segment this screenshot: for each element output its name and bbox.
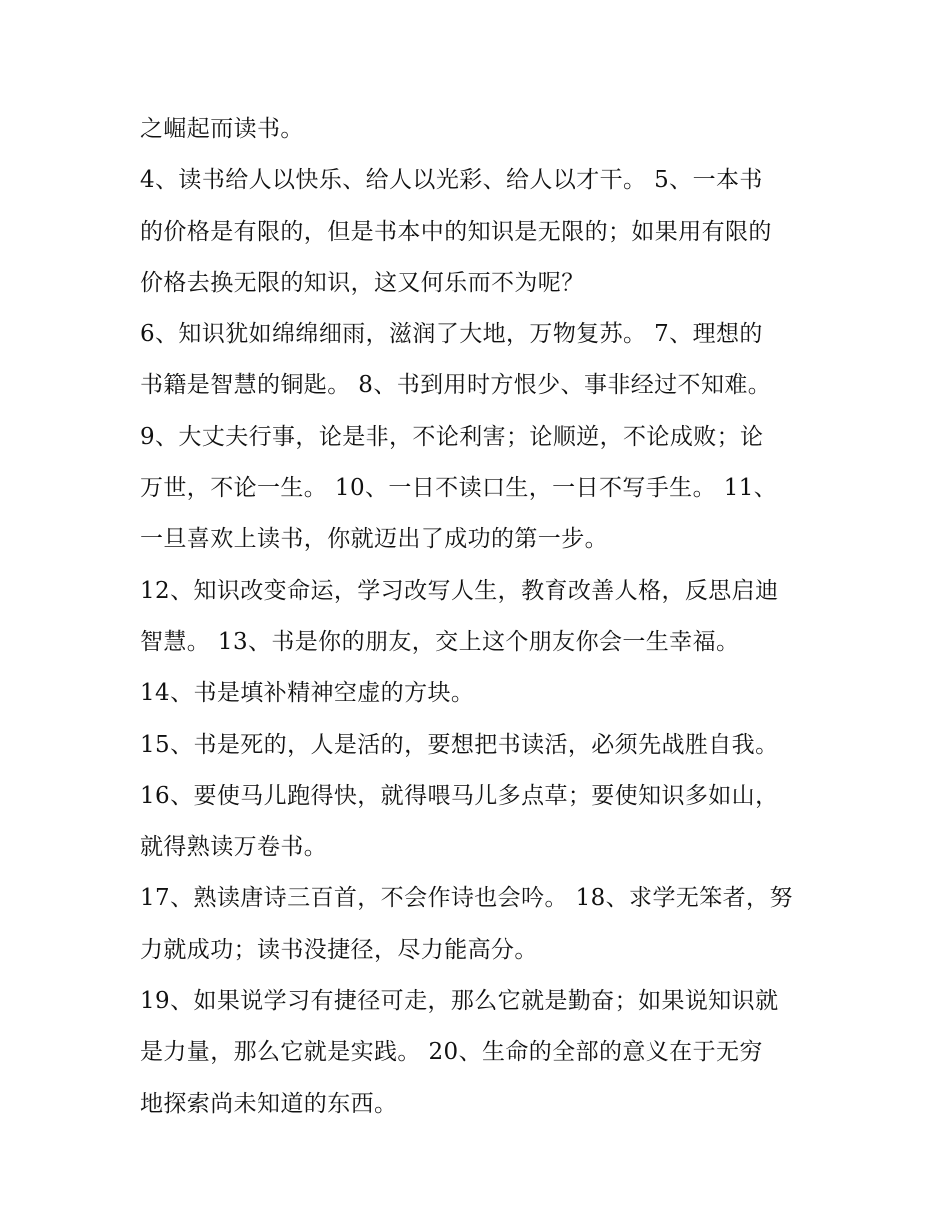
paragraph-1 — [140, 104, 820, 155]
text-line: 地探索尚未知道的东西。 — [140, 1090, 398, 1117]
text-line: 力就成功；读书没捷径，尽力能高分。 — [140, 936, 538, 963]
text-line: 是力量，那么它就是实践。 20、生命的全部的意义在于无穷 — [140, 1039, 763, 1066]
paragraph-9 — [140, 873, 820, 976]
paragraph-10 — [140, 976, 820, 1130]
text-line: 19、如果说学习有捷径可走，那么它就是勤奋；如果说知识就 — [140, 988, 779, 1015]
text-line: 之崛起而读书。 — [140, 116, 304, 142]
text-line: 万世，不论一生。 10、一日不读口生，一日不写手生。 11、 — [140, 475, 778, 502]
paragraph-2 — [140, 155, 820, 309]
text-line: 14、书是填补精神空虚的方块。 — [140, 680, 475, 707]
text-line: 价格去换无限的知识，这又何乐而不为呢？ — [140, 269, 585, 296]
paragraph-4 — [140, 412, 820, 566]
text-line: 的价格是有限的，但是书本中的知识是无限的；如果用有限的 — [140, 218, 772, 245]
text-line: 一旦喜欢上读书，你就迈出了成功的第一步。 — [140, 526, 608, 553]
text-line: 16、要使马儿跑得快，就得喂马儿多点草；要使知识多如山， — [140, 782, 779, 809]
text-line: 12、知识改变命运，学习改写人生，教育改善人格，反思启迪 — [140, 577, 779, 604]
text-line: 9、大丈夫行事，论是非，不论利害；论顺逆，不论成败；论 — [140, 423, 764, 450]
paragraph-3 — [140, 309, 820, 412]
text-line: 书籍是智慧的铜匙。 8、书到用时方恨少、事非经过不知难。 — [140, 372, 772, 399]
paragraph-7 — [140, 720, 820, 771]
text-line: 15、书是死的，人是活的，要想把书读活，必须先战胜自我。 — [140, 731, 779, 758]
text-line: 4、读书给人以快乐、给人以光彩、给人以才干。 5、一本书 — [140, 167, 763, 194]
paragraph-8 — [140, 771, 820, 874]
document-body — [140, 104, 820, 1130]
text-line: 就得熟读万卷书。 — [140, 834, 328, 861]
paragraph-5 — [140, 566, 820, 669]
text-line: 6、知识犹如绵绵细雨，滋润了大地，万物复苏。 7、理想的 — [140, 321, 763, 348]
paragraph-6 — [140, 668, 820, 719]
text-line: 17、熟读唐诗三百首，不会作诗也会吟。 18、求学无笨者，努 — [140, 885, 793, 912]
text-line: 智慧。 13、书是你的朋友，交上这个朋友你会一生幸福。 — [140, 628, 740, 655]
